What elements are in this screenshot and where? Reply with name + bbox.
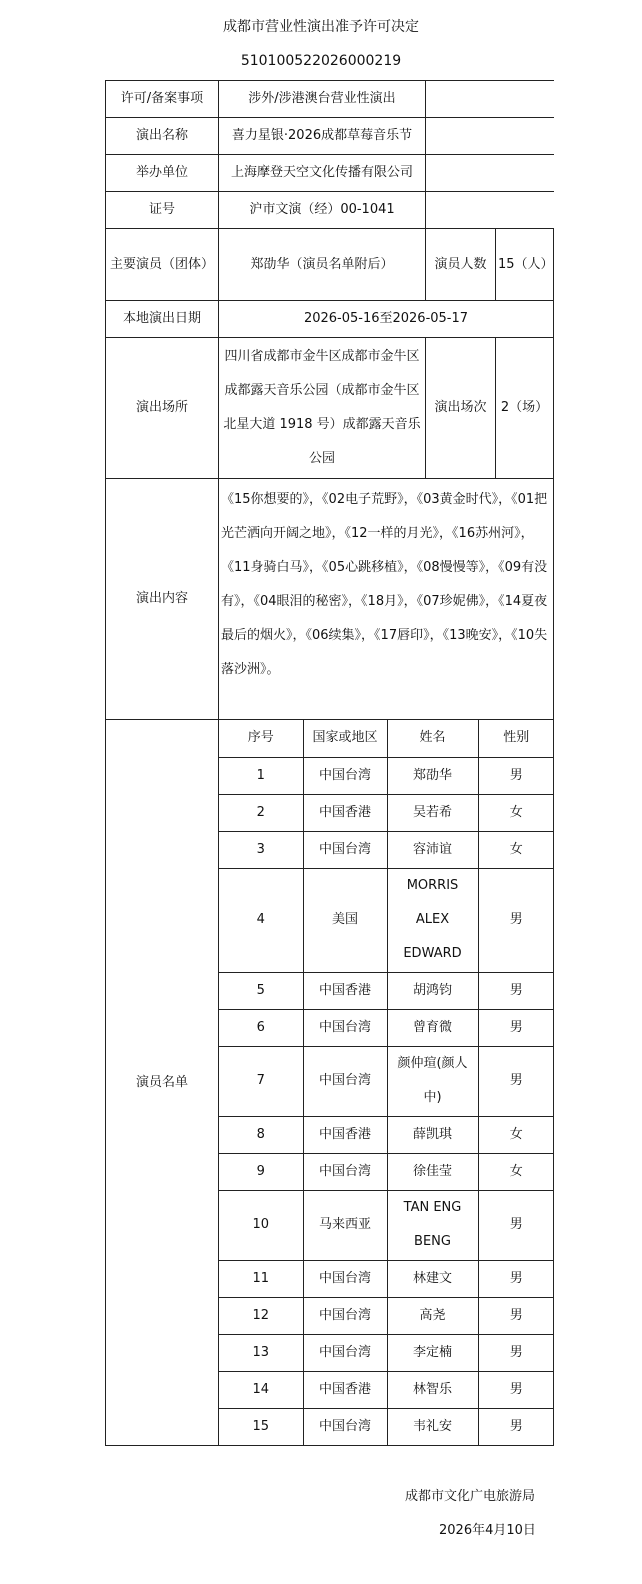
row-gender: 男 <box>478 1371 554 1408</box>
row-gender: 女 <box>478 1116 554 1153</box>
header-index: 序号 <box>219 720 303 757</box>
performer-table-header <box>219 720 554 757</box>
table-row <box>219 1334 554 1371</box>
table-row <box>219 1297 554 1334</box>
table-row <box>219 1260 554 1297</box>
table-row <box>219 1046 554 1116</box>
license-label: 许可/备案事项 <box>106 81 219 118</box>
table-row <box>219 868 554 972</box>
organizer-blank <box>426 155 554 192</box>
row-index: 5 <box>219 972 303 1009</box>
performer-count-value: 15（人） <box>496 229 554 301</box>
row-index: 1 <box>219 757 303 794</box>
license-value: 涉外/涉港澳台营业性演出 <box>219 81 426 118</box>
row-gender: 男 <box>478 972 554 1009</box>
cert-label: 证号 <box>106 192 219 229</box>
row-region: 中国台湾 <box>303 1009 387 1046</box>
row-region: 中国台湾 <box>303 1297 387 1334</box>
table-row <box>219 1116 554 1153</box>
row-gender: 男 <box>478 1260 554 1297</box>
row-name: TAN ENG BENG <box>387 1190 478 1260</box>
document-number: 510100522026000219 <box>240 53 402 69</box>
row-region: 中国台湾 <box>303 757 387 794</box>
row-name: 胡鸿钧 <box>387 972 478 1009</box>
row-gender: 女 <box>478 1153 554 1190</box>
row-name: 林建文 <box>387 1260 478 1297</box>
venue-value: 四川省成都市金牛区成都市金牛区成都露天音乐公园（成都市金牛区北星大道 1918 号）成都露天音乐公园 <box>219 338 426 479</box>
row-region: 中国香港 <box>303 1371 387 1408</box>
row-gender: 男 <box>478 1297 554 1334</box>
main-performer-label: 主要演员（团体） <box>106 229 219 301</box>
performer-table <box>219 720 554 1445</box>
show-name-value: 喜力星银·2026成都草莓音乐节 <box>219 118 426 155</box>
row-index: 2 <box>219 794 303 831</box>
content-label: 演出内容 <box>106 479 219 720</box>
row-index: 14 <box>219 1371 303 1408</box>
row-index: 9 <box>219 1153 303 1190</box>
venue-label: 演出场所 <box>106 338 219 479</box>
row-index: 6 <box>219 1009 303 1046</box>
row-index: 7 <box>219 1046 303 1116</box>
row-name: 李定楠 <box>387 1334 478 1371</box>
row-gender: 男 <box>478 1408 554 1445</box>
date-label: 本地演出日期 <box>106 301 219 338</box>
row-index: 13 <box>219 1334 303 1371</box>
row-region: 中国香港 <box>303 794 387 831</box>
row-name: 薛凯琪 <box>387 1116 478 1153</box>
row-name: 曾育微 <box>387 1009 478 1046</box>
date-value: 2026-05-16至2026-05-17 <box>219 301 554 338</box>
main-performer-value: 郑劭华（演员名单附后） <box>219 229 426 301</box>
performer-count-label: 演员人数 <box>426 229 496 301</box>
row-region: 中国台湾 <box>303 1408 387 1445</box>
document-title: 成都市营业性演出准予许可决定 <box>223 19 419 35</box>
table-row <box>219 972 554 1009</box>
row-index: 4 <box>219 868 303 972</box>
show-name-blank <box>426 118 554 155</box>
cert-blank <box>426 192 554 229</box>
license-blank <box>426 81 554 118</box>
row-gender: 男 <box>478 757 554 794</box>
header-name: 姓名 <box>387 720 478 757</box>
sessions-label: 演出场次 <box>426 338 496 479</box>
table-row <box>219 1408 554 1445</box>
row-name: 颜仲瑄(颜人中) <box>387 1046 478 1116</box>
license-table <box>105 80 554 1446</box>
row-index: 8 <box>219 1116 303 1153</box>
row-index: 15 <box>219 1408 303 1445</box>
table-row <box>219 831 554 868</box>
show-name-label: 演出名称 <box>106 118 219 155</box>
row-gender: 男 <box>478 1009 554 1046</box>
row-region: 中国台湾 <box>303 1260 387 1297</box>
row-name: 郑劭华 <box>387 757 478 794</box>
table-row <box>219 1190 554 1260</box>
row-index: 10 <box>219 1190 303 1260</box>
row-gender: 男 <box>478 1190 554 1260</box>
row-gender: 女 <box>478 794 554 831</box>
table-row <box>219 1153 554 1190</box>
row-name: 徐佳莹 <box>387 1153 478 1190</box>
row-gender: 男 <box>478 868 554 972</box>
header-gender: 性别 <box>478 720 554 757</box>
row-region: 中国台湾 <box>303 1153 387 1190</box>
table-row <box>219 757 554 794</box>
row-gender: 女 <box>478 831 554 868</box>
row-region: 中国台湾 <box>303 1046 387 1116</box>
header-region: 国家或地区 <box>303 720 387 757</box>
row-name: 容沛谊 <box>387 831 478 868</box>
performer-table-body <box>219 720 554 1445</box>
row-name: 韦礼安 <box>387 1408 478 1445</box>
performer-list-label: 演员名单 <box>106 720 219 1446</box>
content-value: 《15你想要的》，《02电子荒野》，《03黄金时代》，《01把光芒洒向开阔之地》，《12一样的月光》，《16苏州河》，《11身骑白马》，《05心跳移植》，《08慢慢等》，《09有没有》，《04眼泪的秘密》，《18月》，《07珍妮佛》，《14夏夜最后的烟火》，《06续集》，《17唇印》，《13晚安》，《10失落沙洲》。 <box>219 479 554 720</box>
row-name: 林智乐 <box>387 1371 478 1408</box>
row-region: 中国台湾 <box>303 831 387 868</box>
table-row <box>219 794 554 831</box>
row-name: 高尧 <box>387 1297 478 1334</box>
row-region: 马来西亚 <box>303 1190 387 1260</box>
table-row <box>219 1371 554 1408</box>
row-region: 美国 <box>303 868 387 972</box>
row-gender: 男 <box>478 1046 554 1116</box>
cert-value: 沪市文演（经）00-1041 <box>219 192 426 229</box>
table-row <box>219 1009 554 1046</box>
organizer-label: 举办单位 <box>106 155 219 192</box>
row-index: 3 <box>219 831 303 868</box>
sessions-value: 2（场） <box>496 338 554 479</box>
row-name: MORRIS ALEX EDWARD <box>387 868 478 972</box>
row-region: 中国香港 <box>303 1116 387 1153</box>
row-index: 12 <box>219 1297 303 1334</box>
issuing-organization: 成都市文化广电旅游局 <box>405 1489 536 1504</box>
row-region: 中国香港 <box>303 972 387 1009</box>
row-gender: 男 <box>478 1334 554 1371</box>
performer-list-cell <box>219 720 554 1446</box>
row-index: 11 <box>219 1260 303 1297</box>
row-name: 吴若希 <box>387 794 478 831</box>
issue-date: 2026年4月10日 <box>439 1523 536 1538</box>
organizer-value: 上海摩登天空文化传播有限公司 <box>219 155 426 192</box>
row-region: 中国台湾 <box>303 1334 387 1371</box>
